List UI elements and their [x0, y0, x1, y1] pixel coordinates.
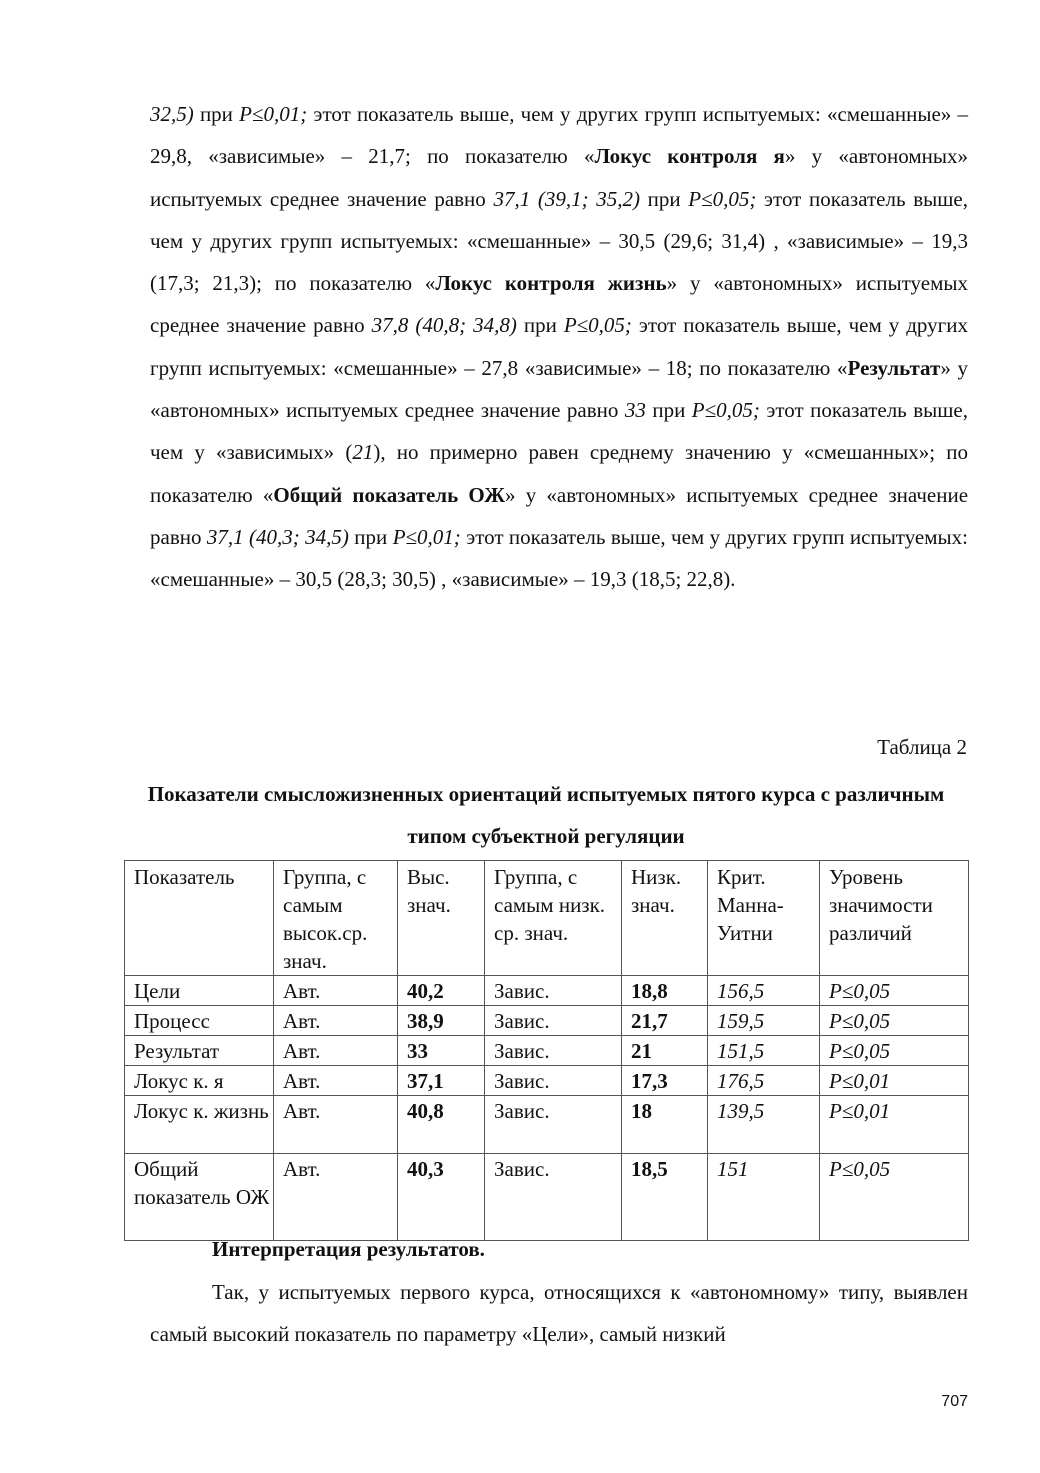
text-run: этот показатель выше, чем у других групп испытуемых: «смешанные» – 30,5 (28,3; 30,5) , «зависимые» – 19,3 (18,5; 22,8). — [150, 524, 968, 592]
table-cell: P≤0,05 — [820, 976, 969, 1006]
table-cell: Завис. — [485, 1096, 622, 1154]
text-run: 37,1 (40,3; 34,5) — [206, 524, 349, 549]
table-cell: Процесс — [125, 1006, 274, 1036]
text-run: 37,1 (39,1; 35,2) — [493, 186, 640, 211]
text-run: Локус контроля жизнь — [435, 271, 667, 296]
table-cell: 156,5 — [708, 976, 820, 1006]
text-run: P≤0,05; — [688, 186, 757, 211]
text-run: при — [348, 524, 393, 549]
table-cell: 37,1 — [398, 1066, 485, 1096]
table-cell: Авт. — [274, 1036, 398, 1066]
table-cell: 33 — [398, 1036, 485, 1066]
text-run: при — [645, 398, 692, 423]
table-cell: Локус к. жизнь — [125, 1096, 274, 1154]
table-cell: 139,5 — [708, 1096, 820, 1154]
table-cell: 18,8 — [622, 976, 708, 1006]
table-header-row — [125, 861, 969, 976]
body-paragraph — [150, 93, 968, 601]
table-cell: 176,5 — [708, 1066, 820, 1096]
table-cell: 151,5 — [708, 1036, 820, 1066]
table-cell: Авт. — [274, 1154, 398, 1241]
text-run: при — [516, 313, 564, 338]
text-run: Общий показатель ОЖ — [273, 482, 505, 507]
table-cell: P≤0,01 — [820, 1096, 969, 1154]
text-run: при — [639, 186, 689, 211]
table-cell: 17,3 — [622, 1066, 708, 1096]
table-row — [125, 1036, 969, 1066]
table-cell: Завис. — [485, 1066, 622, 1096]
table-cell: Завис. — [485, 976, 622, 1006]
column-header: Группа, с самым низк. ср. знач. — [485, 861, 622, 976]
column-header: Выс. знач. — [398, 861, 485, 976]
table-row — [125, 1006, 969, 1036]
table-cell: 21 — [622, 1036, 708, 1066]
table-cell: 40,3 — [398, 1154, 485, 1241]
text-run: P≤0,01; — [392, 524, 461, 549]
text-run: ), но примерно равен среднему значению у «смешанных»; по показателю « — [150, 440, 968, 507]
table-cell: Результат — [125, 1036, 274, 1066]
text-run: этот показатель выше, чем у других групп испытуемых: «смешанные» – 29,8, «зависимые» – 21,7; по показателю « — [150, 102, 968, 169]
table-cell: 21,7 — [622, 1006, 708, 1036]
table-cell: P≤0,05 — [820, 1006, 969, 1036]
column-header: Уровень значимости различий — [820, 861, 969, 976]
column-header: Крит. Манна-Уитни — [708, 861, 820, 976]
table-cell: 159,5 — [708, 1006, 820, 1036]
text-run: » у «автономных» испытуемых среднее значение равно — [150, 482, 969, 549]
table-cell: P≤0,01 — [820, 1066, 969, 1096]
table-row — [125, 1154, 969, 1241]
text-run: P≤0,05; — [563, 313, 632, 338]
table-cell: 40,2 — [398, 976, 485, 1006]
text-run: » у «автономных» испытуемых среднее значение равно — [150, 144, 968, 211]
table-cell: Авт. — [274, 1006, 398, 1036]
table-row — [125, 1096, 969, 1154]
text-run: P≤0,05; — [691, 398, 760, 423]
column-header: Показатель — [125, 861, 274, 976]
column-header: Группа, с самым высок.ср. знач. — [274, 861, 398, 976]
table-cell: Завис. — [485, 1154, 622, 1241]
text-run: 33 — [624, 398, 646, 423]
table-cell: Локус к. я — [125, 1066, 274, 1096]
table-cell: 18,5 — [622, 1154, 708, 1241]
table-title: Показатели смысложизненных ориентаций испытуемых пятого курса с различным типом субъектной регуляции — [147, 782, 945, 848]
table-cell: P≤0,05 — [820, 1036, 969, 1066]
table-row — [125, 1066, 969, 1096]
text-run: этот показатель выше, чем у других групп испытуемых: «смешанные» – 27,8 «зависимые» – 18; по показателю « — [150, 313, 968, 380]
table-cell: Авт. — [274, 1066, 398, 1096]
text-run: Локус контроля я — [594, 144, 785, 169]
text-run: 32,5) — [150, 102, 194, 126]
body-paragraph-2: Так, у испытуемых первого курса, относящихся к «автономному» типу, выявлен самый высокий показатель по параметру «Цели», самый низкий — [150, 1280, 968, 1347]
table-cell: Цели — [125, 976, 274, 1006]
text-run: » у «автономных» испытуемых среднее значение равно — [150, 271, 968, 338]
table-cell: P≤0,05 — [820, 1154, 969, 1241]
interpretation-heading: Интерпретация результатов. — [212, 1237, 485, 1261]
table-cell: 38,9 — [398, 1006, 485, 1036]
table-cell: Авт. — [274, 976, 398, 1006]
table-cell: Завис. — [485, 1036, 622, 1066]
text-run: этот показатель выше, чем у других групп испытуемых: «смешанные» – 30,5 (29,6; 31,4) , «зависимые» – 19,3 (17,3; 21,3); по показателю « — [150, 186, 968, 296]
text-run: этот показатель выше, чем у «зависимых» ( — [150, 398, 969, 465]
results-table — [124, 860, 969, 1241]
text-run: при — [193, 102, 240, 126]
table-cell: Завис. — [485, 1006, 622, 1036]
table-label: Таблица 2 — [877, 735, 967, 759]
column-header: Низк. знач. — [622, 861, 708, 976]
table-row — [125, 976, 969, 1006]
text-run: 21 — [352, 440, 374, 465]
text-run: P≤0,01; — [239, 102, 308, 126]
table-cell: 151 — [708, 1154, 820, 1241]
text-run: » у «автономных» испытуемых среднее значение равно — [150, 355, 969, 423]
table-cell: Общий показатель ОЖ — [125, 1154, 274, 1241]
page-number: 707 — [941, 1393, 968, 1410]
text-run: 37,8 (40,8; 34,8) — [371, 313, 517, 338]
table-cell: 40,8 — [398, 1096, 485, 1154]
table-cell: 18 — [622, 1096, 708, 1154]
table-cell: Авт. — [274, 1096, 398, 1154]
text-run: Результат — [847, 355, 941, 380]
